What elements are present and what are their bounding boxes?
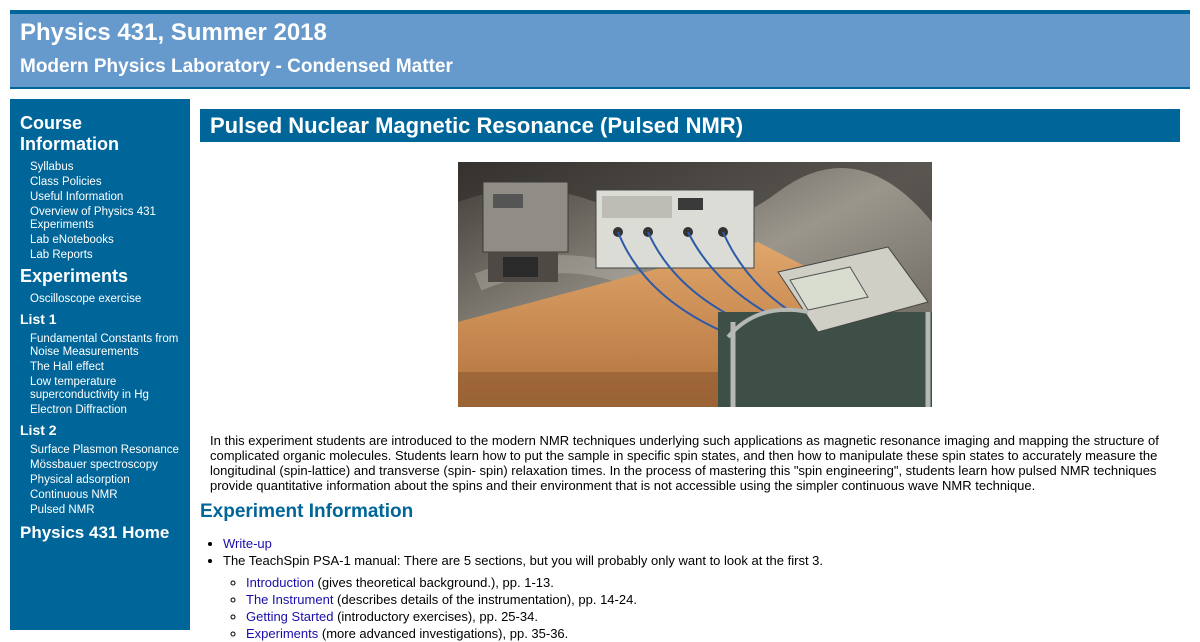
list-item	[246, 591, 1183, 608]
instrument-description: (describes details of the instrumentation), pp. 14-24.	[333, 592, 637, 607]
list-item	[246, 574, 1183, 591]
photo-illustration	[458, 162, 932, 407]
instrument-link[interactable]: The Instrument	[246, 592, 334, 607]
writeup-link[interactable]: Write-up	[223, 536, 272, 551]
list-item	[246, 608, 1183, 625]
sidebar-heading-list-1: List 1	[20, 311, 57, 327]
list-2-items	[20, 444, 180, 517]
page-title: Pulsed Nuclear Magnetic Resonance (Pulsed NMR)	[200, 109, 1180, 142]
nmr-apparatus-photo	[458, 162, 932, 407]
sidebar-item-useful-information[interactable]: Useful Information	[30, 191, 124, 203]
sidebar-item-pulsed-nmr[interactable]: Pulsed NMR	[30, 504, 95, 516]
sidebar-item-class-policies[interactable]: Class Policies	[30, 176, 102, 188]
sidebar-item-superconductivity-hg[interactable]: Low temperature superconductivity in Hg	[30, 376, 149, 401]
sidebar-item-fundamental-constants[interactable]: Fundamental Constants from Noise Measurements	[30, 333, 179, 358]
sidebar-heading-course-information[interactable]: Course Information	[20, 113, 119, 154]
experiments-link[interactable]: Experiments	[246, 626, 319, 641]
list-1-items	[20, 333, 180, 417]
sidebar-item-lab-enotebooks[interactable]: Lab eNotebooks	[30, 234, 114, 246]
sidebar-item-continuous-nmr[interactable]: Continuous NMR	[30, 489, 118, 501]
manual-description: The TeachSpin PSA-1 manual: There are 5 sections, but you will probably only want to look at the first 3.	[223, 553, 824, 568]
sidebar-item-hall-effect[interactable]: The Hall effect	[30, 361, 104, 373]
sidebar-item-physical-adsorption[interactable]: Physical adsorption	[30, 474, 130, 486]
list-item	[223, 535, 1183, 552]
sidebar-link-home[interactable]: Physics 431 Home	[20, 523, 170, 542]
sidebar-item-mossbauer-spectroscopy[interactable]: Mössbauer spectroscopy	[30, 459, 158, 471]
manual-sections-list	[223, 574, 1183, 642]
sidebar-item-surface-plasmon-resonance[interactable]: Surface Plasmon Resonance	[30, 444, 179, 456]
sidebar-item-oscilloscope-exercise[interactable]: Oscilloscope exercise	[30, 293, 142, 305]
introduction-link[interactable]: Introduction	[246, 575, 314, 590]
section-heading-experiment-information: Experiment Information	[200, 501, 414, 522]
sidebar-nav	[10, 99, 190, 630]
getting-started-description: (introductory exercises), pp. 25-34.	[333, 609, 538, 624]
list-item	[246, 625, 1183, 642]
experiment-intro: In this experiment students are introduced to the modern NMR techniques underlying such applications as magnetic resonance imaging and mapping the structure of complicated organic molecules. Students learn how to put the sample in specific spin states, and then how to manipulate these spin states to accurately measure the longitudinal (spin-lattice) and transverse (spin- spin) relaxation times. In the process of mastering this "spin engineering", students learn how pulsed NMR techniques provide quantitative information about the spins and their environment that is not accessible using the simpler continuous wave NMR technique.	[210, 433, 1159, 493]
experiments-list	[20, 293, 180, 306]
experiment-information-list	[200, 535, 1183, 642]
site-subtitle: Modern Physics Laboratory - Condensed Matter	[20, 56, 453, 77]
sidebar-item-electron-diffraction[interactable]: Electron Diffraction	[30, 404, 127, 416]
list-item	[223, 552, 1183, 642]
site-title[interactable]: Physics 431, Summer 2018	[20, 19, 327, 46]
site-header	[10, 10, 1190, 89]
sidebar-item-lab-reports[interactable]: Lab Reports	[30, 249, 93, 261]
sidebar-item-syllabus[interactable]: Syllabus	[30, 161, 74, 173]
sidebar-item-overview-experiments[interactable]: Overview of Physics 431 Experiments	[30, 206, 156, 231]
experiments-description: (more advanced investigations), pp. 35-36.	[318, 626, 569, 641]
getting-started-link[interactable]: Getting Started	[246, 609, 334, 624]
sidebar-heading-list-2: List 2	[20, 422, 57, 438]
main-content	[200, 109, 1180, 641]
introduction-description: (gives theoretical background.), pp. 1-13.	[313, 575, 554, 590]
sidebar-heading-experiments[interactable]: Experiments	[20, 266, 129, 286]
course-information-list	[20, 161, 180, 262]
